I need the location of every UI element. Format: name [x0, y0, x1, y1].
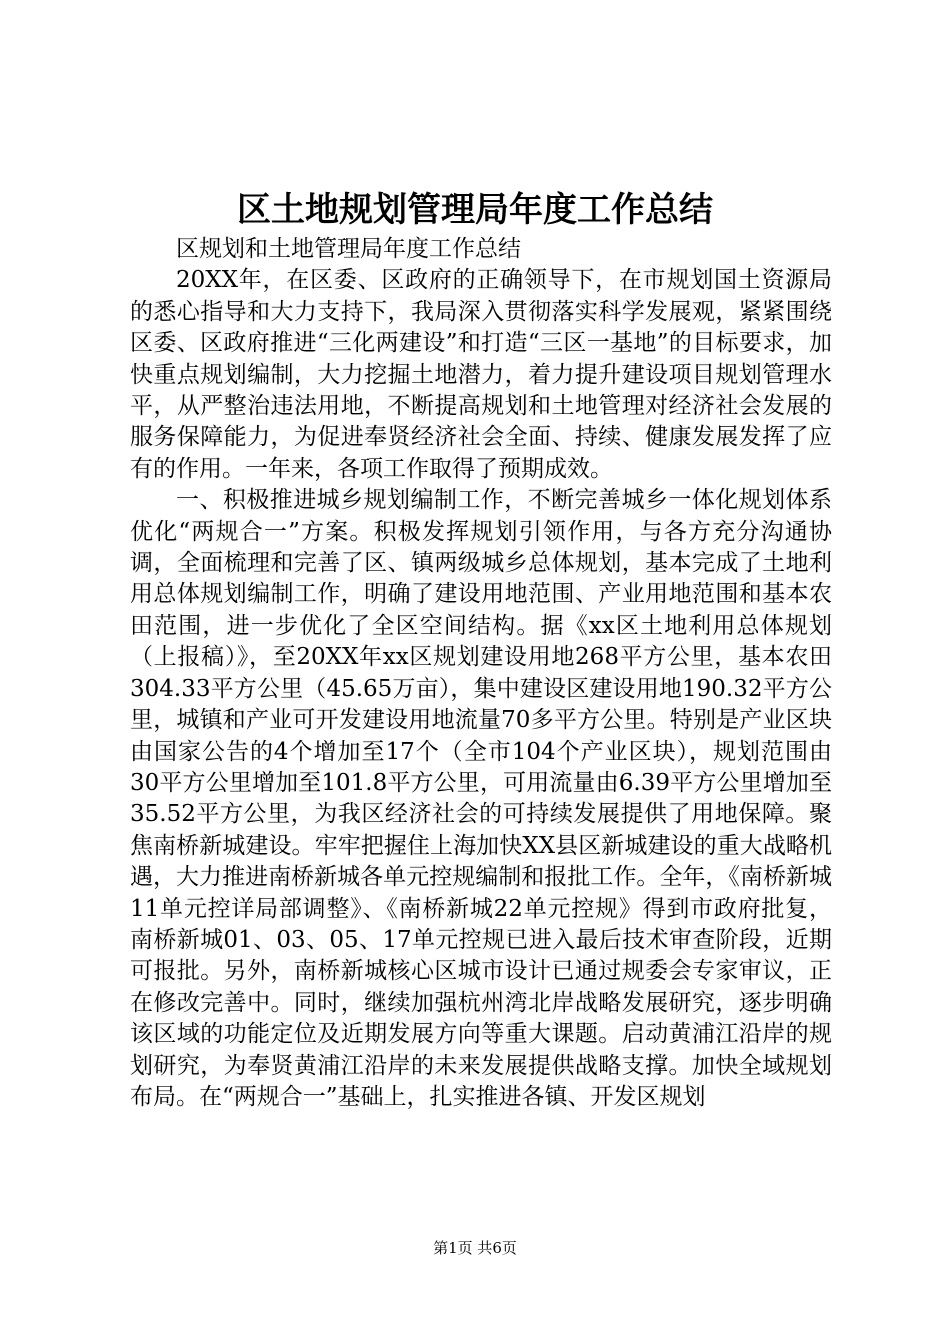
- document-subtitle: 区规划和土地管理局年度工作总结: [176, 236, 521, 262]
- document-title: 区土地规划管理局年度工作总结: [237, 190, 713, 230]
- paragraph-section-1: 一、积极推进城乡规划编制工作，不断完善城乡一体化规划体系优化“两规合一”方案。积极发挥规划引领作用，与各方充分沟通协调，全面梳理和完善了区、镇两级城乡总体规划，基本完成了土地利用总体规划编制工作，明确了建设用地范围、产业用地范围和基本农田范围，进一步优化了全区空间结构。据《xx区土地利用总体规划（上报稿）》，至20XX年xx区规划建设用地268平方公里，基本农田304.33平方公里（45.65万亩），集中建设区建设用地190.32平方公里，城镇和产业可开发建设用地流量70多平方公里。特别是产业区块由国家公告的4个增加至17个（全市104个产业区块），规划范围由30平方公里增加至101.8平方公里，可用流量由6.39平方公里增加至35.52平方公里，为我区经济社会的可持续发展提供了用地保障。聚焦南桥新城建设。牢牢把握住上海加快XX县区新城建设的重大战略机遇，大力推进南桥新城各单元控规编制和报批工作。全年，《南桥新城11单元控详局部调整》、《南桥新城22单元控规》得到市政府批复，南桥新城01、03、05、17单元控规已进入最后技术审查阶段，近期可报批。另外，南桥新城核心区城市设计已通过规委会专家审议，正在修改完善中。同时，继续加强杭州湾北岸战略发展研究，逐步明确该区域的功能定位及近期发展方向等重大课题。启动黄浦江沿岸的规划研究，为奉贤黄浦江沿岸的未来发展提供战略支撑。加快全域规划布局。在“两规合一”基础上，扎实推进各镇、开发区规划: [130, 487, 832, 1110]
- page-footer: 第1页 共6页: [433, 1239, 517, 1257]
- document-body: [130, 234, 832, 1113]
- paragraph-intro: 20XX年，在区委、区政府的正确领导下，在市规划国土资源局的悉心指导和大力支持下，我局深入贯彻落实科学发展观，紧紧围绕区委、区政府推进“三化两建设”和打造“三区一基地”的目标要求，加快重点规划编制，大力挖掘土地潜力，着力提升建设项目规划管理水平，从严整治违法用地，不断提高规划和土地管理对经济社会发展的服务保障能力，为促进奉贤经济社会全面、持续、健康发展发挥了应有的作用。一年来，各项工作取得了预期成效。: [130, 267, 832, 482]
